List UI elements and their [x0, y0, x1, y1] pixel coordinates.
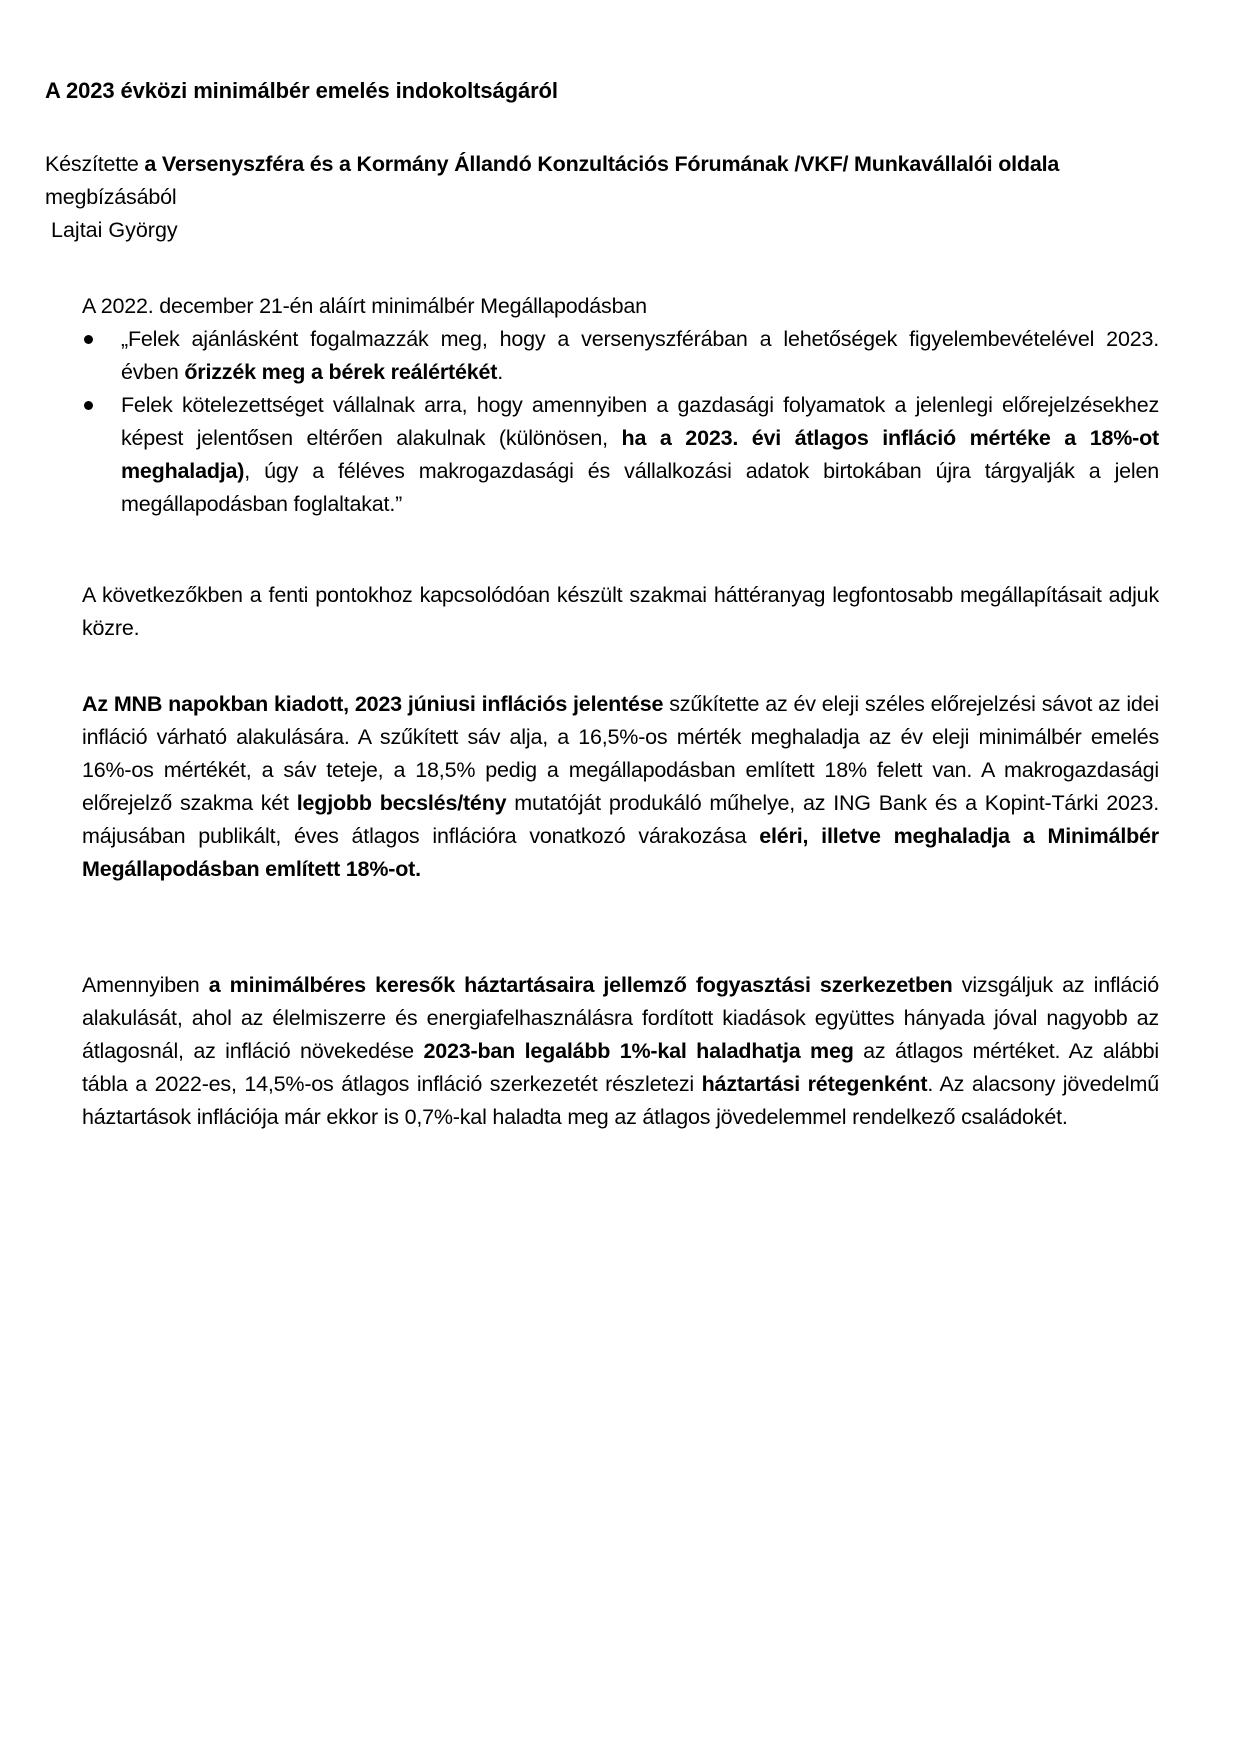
household-text: Amennyiben: [82, 973, 209, 997]
document-title: A 2023 évközi minimálbér emelés indokoltságáról: [45, 78, 558, 103]
household-text: . Az alacsony jövedelmű háztartások inflációja már ekkor is 0,7%-kal haladta meg az átlagos jövedelemmel rendelkező családokét.: [82, 1072, 1159, 1129]
author-name: Lajtai György: [51, 218, 178, 242]
agreement-quote-list: [82, 323, 1159, 521]
mnb-emphasis: Az MNB napokban kiadott, 2023 júniusi inflációs jelentése: [82, 692, 664, 716]
byline-prefix: Készítette: [45, 152, 145, 176]
household-emphasis: háztartási rétegenként: [701, 1072, 928, 1096]
intro-line: A 2022. december 21-én aláírt minimálbér Megállapodásban: [82, 294, 647, 318]
bullet-icon: [84, 401, 93, 410]
mnb-text: szűkítette az év eleji széles előrejelzési sávot az idei infláció várható alakulására. A szűkített sáv alja, a 16,5%-os mérték meghaladja az év eleji minimálbér emelés 16%-os mértékét, a sáv teteje, a 18,5% pedig a megállapodásban említett 18% felett van. A makrogazdasági előrejelző szakma két: [82, 692, 1159, 815]
bullet-emphasis: őrizzék meg a bérek reálértékét: [184, 360, 498, 384]
paragraph-summary-intro: A következőkben a fenti pontokhoz kapcsolódóan készült szakmai háttéranyag legfontosabb megállapításait adjuk közre.: [82, 583, 1159, 640]
byline-suffix: megbízásából: [45, 185, 177, 209]
bullet-icon: [84, 335, 93, 344]
household-text: az átlagos mértéket. Az alábbi tábla a 2022-es, 14,5%-os átlagos infláció szerkezetét részletezi: [82, 1039, 1159, 1096]
bullet-text: „Felek ajánlásként fogalmazzák meg, hogy a versenyszférában a lehetőségek figyelembevételével 2023. évben: [121, 327, 1159, 384]
household-text: vizsgáljuk az infláció alakulását, ahol az élelmiszerre és energiafelhasználásra fordított kiadások együttes hányada jóval nagyobb az átlagosnál, az infláció növekedése: [82, 973, 1159, 1063]
mnb-text: mutatóját produkáló műhelye, az ING Bank és a Kopint-Tárki 2023. májusában publikált, éves átlagos inflációra vonatkozó várakozása: [82, 791, 1160, 848]
mnb-emphasis: eléri, illetve meghaladja a Minimálbér Megállapodásban említett 18%-ot.: [82, 824, 1159, 881]
household-emphasis: 2023-ban legalább 1%-kal haladhatja meg: [423, 1039, 854, 1063]
bullet-text: , úgy a féléves makrogazdasági és vállalkozási adatok birtokában újra tárgyalják a jelen megállapodásban foglaltakat.”: [121, 459, 1159, 516]
mnb-emphasis: legjobb becslés/tény: [296, 791, 507, 815]
bullet-text: .: [497, 360, 504, 384]
paragraph-mnb-report: [82, 688, 1159, 886]
paragraph-household-inflation: [82, 969, 1159, 1134]
bullet-text: Felek kötelezettséget vállalnak arra, hogy amennyiben a gazdasági folyamatok a jelenlegi előrejelzésekhez képest jelentősen eltérően alakulnak (különösen,: [121, 393, 1159, 450]
list-item: [82, 389, 1159, 521]
list-item: [82, 323, 1159, 389]
byline: [45, 148, 1160, 214]
bullet-emphasis: ha a 2023. évi átlagos infláció mértéke a 18%-ot meghaladja): [121, 426, 1159, 483]
household-emphasis: a minimálbéres keresők háztartásaira jellemző fogyasztási szerkezetben: [208, 973, 953, 997]
byline-organization: a Versenyszféra és a Kormány Állandó Konzultációs Fórumának /VKF/ Munkavállalói oldala: [144, 152, 1060, 176]
